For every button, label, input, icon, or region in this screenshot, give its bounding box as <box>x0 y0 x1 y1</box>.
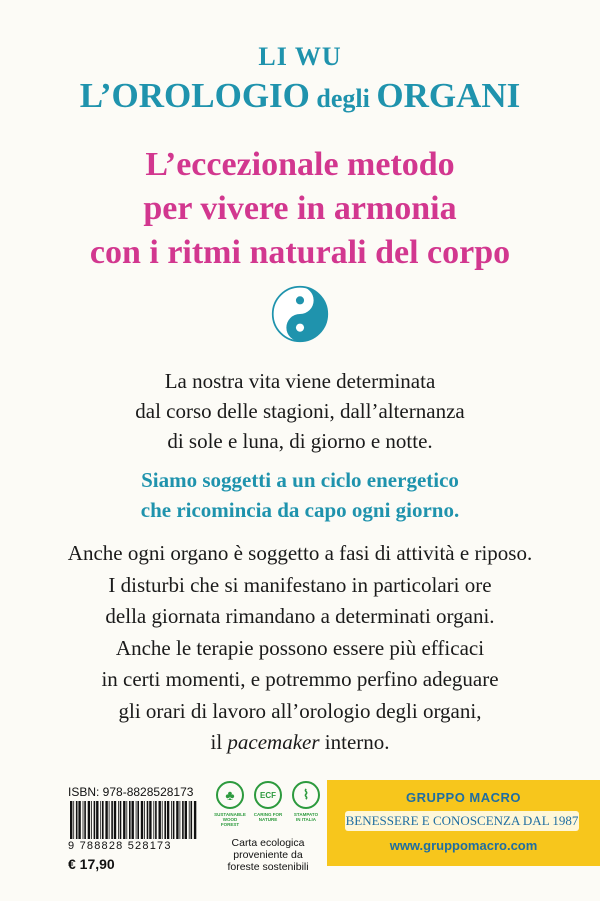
barcode-bar <box>76 801 78 839</box>
ecf-icon: ECF <box>254 781 282 809</box>
publisher-url: www.gruppomacro.com <box>389 838 538 853</box>
author-name: LI WU <box>258 42 342 71</box>
tagline-line: con i ritmi naturali del corpo <box>89 234 511 271</box>
isbn-label: ISBN: 978-8828528173 <box>68 785 194 799</box>
last-line-prefix: il <box>210 730 228 754</box>
barcode-bar <box>147 801 149 839</box>
highlight-line: che ricomincia da capo ogni giorno. <box>140 498 460 522</box>
barcode-bar <box>105 801 107 839</box>
badge-caption-line: WOOD FOREST <box>220 817 240 827</box>
body-line: Anche ogni organo è soggetto a fasi di attività e riposo. <box>67 541 533 565</box>
barcode-bar <box>153 801 154 839</box>
body-last-line <box>0 727 600 759</box>
barcode-bar <box>114 801 116 839</box>
badge-caption-line: STAMPATO <box>293 812 319 817</box>
barcode-bar <box>167 801 169 839</box>
intro-line: La nostra vita viene determinata <box>164 369 436 393</box>
barcode-bar <box>164 801 166 839</box>
highlight-paragraph <box>0 465 600 525</box>
highlight-line: Siamo soggetti a un ciclo energetico <box>141 468 459 492</box>
body-line: gli orari di lavoro all’orologio degli organi, <box>118 698 482 723</box>
pacemaker-word: pacemaker <box>227 730 320 754</box>
barcode-bar <box>94 801 96 839</box>
barcode-bar <box>173 801 175 839</box>
barcode-bar <box>137 801 139 839</box>
eco-badge-italy <box>290 781 322 827</box>
barcode-bar <box>185 801 187 839</box>
barcode-bar <box>155 801 157 839</box>
barcode-bar <box>78 801 80 839</box>
title-prefix: L’ <box>79 76 112 115</box>
eco-certification <box>214 781 322 873</box>
barcode-bar <box>88 801 90 839</box>
book-title <box>0 78 600 121</box>
barcode-bar <box>191 801 193 839</box>
badge-caption <box>290 812 322 822</box>
eco-badges <box>214 781 322 827</box>
publisher-tagline: BENESSERE E CONOSCENZA DAL 1987 <box>345 811 579 831</box>
barcode-bar <box>182 801 184 839</box>
barcode-bar <box>73 801 74 839</box>
barcode-bar <box>109 801 110 839</box>
intro-line: di sole e luna, di giorno e notte. <box>167 429 433 453</box>
barcode-bar <box>118 801 119 839</box>
barcode-bar <box>136 801 137 839</box>
barcode-bar <box>123 801 125 839</box>
italy-map-icon: ⌇ <box>292 781 320 809</box>
barcode-bar <box>100 801 101 839</box>
price: € 17,90 <box>68 856 115 872</box>
tagline-line: L’eccezionale metodo <box>145 146 455 183</box>
barcode-digits: 9 788828 528173 <box>68 840 172 852</box>
tree-icon: ♣ <box>216 781 244 809</box>
eco-note-line: Carta ecologica <box>231 837 305 849</box>
last-line-suffix: interno. <box>319 730 390 754</box>
title-word-orologio: OROLOGIO <box>111 76 310 115</box>
barcode-bar <box>96 801 98 839</box>
eco-note-line: foreste sostenibili <box>227 861 309 873</box>
barcode-bar <box>180 801 181 839</box>
barcode-bar <box>111 801 113 839</box>
badge-caption-line: SUSTAINABLE <box>214 812 246 817</box>
barcode-bar <box>149 801 151 839</box>
tagline-line: per vivere in armonia <box>143 190 457 227</box>
barcode-bar <box>176 801 178 839</box>
barcode-bar <box>83 801 84 839</box>
body-line: Anche le terapie possono essere più efficaci <box>115 635 485 660</box>
barcode-bar <box>194 801 196 839</box>
yin-yang-icon <box>271 285 329 343</box>
body-line: della giornata rimandano a determinati organi. <box>105 604 495 628</box>
barcode-bar <box>141 801 143 839</box>
eco-note-line: proveniente da <box>233 849 303 861</box>
barcode-bar <box>162 801 163 839</box>
barcode-bar <box>159 801 161 839</box>
intro-line: dal corso delle stagioni, dall’alternanza <box>135 399 465 423</box>
title-connector: degli <box>309 84 377 113</box>
barcode-bar <box>126 801 127 839</box>
barcode <box>68 801 198 839</box>
tagline <box>0 143 600 275</box>
body-line: I disturbi che si manifestano in particolari ore <box>108 572 492 597</box>
intro-paragraph <box>0 366 600 456</box>
badge-caption-line: IN ITALIA <box>296 817 316 822</box>
barcode-bar <box>132 801 134 839</box>
barcode-bar <box>171 801 172 839</box>
barcode-bar <box>91 801 92 839</box>
badge-caption <box>214 812 246 827</box>
eco-badge-wood <box>214 781 246 827</box>
eco-badge-ecf <box>252 781 284 827</box>
badge-caption-line: CARING FOR <box>253 812 283 817</box>
publisher-banner <box>327 780 600 866</box>
barcode-bar <box>70 801 72 839</box>
body-line: in certi momenti, e potremmo perfino adeguare <box>101 667 499 691</box>
barcode-bar <box>129 801 131 839</box>
badge-caption-line: NATURE <box>258 817 278 822</box>
barcode-bar <box>120 801 122 839</box>
barcode-bar <box>102 801 104 839</box>
eco-paper-note <box>214 837 322 873</box>
body-paragraph <box>0 538 600 759</box>
publisher-name: GRUPPO MACRO <box>405 790 522 805</box>
barcode-bar <box>189 801 190 839</box>
title-word-organi: ORGANI <box>376 76 521 115</box>
barcode-bar <box>144 801 145 839</box>
barcode-bar <box>84 801 86 839</box>
badge-caption <box>252 812 284 822</box>
